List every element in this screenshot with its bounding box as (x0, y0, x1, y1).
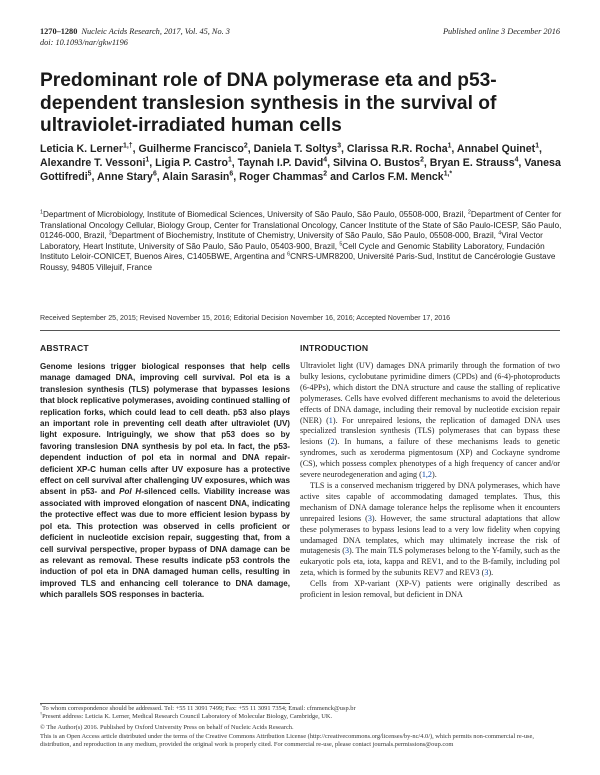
affiliation-mark: 5 (339, 241, 343, 248)
article-title: Predominant role of DNA polymerase eta and p53-dependent translesion synthesis in the survival of ultraviolet-irradiated human cells (40, 70, 497, 137)
running-header-left (40, 27, 230, 48)
abstract-text: Genome lesions trigger biological responses that help cells manage damaged DNA, improving cell survival. Pol eta is a translesion synthesis (TLS) polymerase that bypasses lesions that block replicative polymerases, avoiding continued stalling of replication forks, which could lead to cell death. p53 also plays an important role in preventing cell death after ultraviolet (UV) light exposure. Intriguingly, we show that p53 does so by favoring translesion DNA synthesis by pol eta. In fact, the p53-dependent induction of pol eta in normal and DNA repair-deficient XP-C human cells after UV exposure has a protective effect on cell survival after challenging UV exposures, which was absent in p53- and Pol H-silenced cells. Viability increase was associated with improved elongation of nascent DNA, indicating the protective effect was due to more efficient lesion bypass by pol eta. This protection was observed in cells proficient or deficient in nucleotide excision repair, suggesting that, from a cell survival perspective, proper bypass of DNA damage can be as relevant as removal. These results indicate p53 controls the induction of pol eta in DNA damaged human cells, resulting in improved TLS and enhancing cell tolerance to DNA damage, which parallels SOS responses in bacteria. (40, 362, 290, 600)
divider (40, 330, 560, 331)
author-name: Carlos F.M. Menck (351, 171, 444, 183)
author-affiliation-mark: 1,† (123, 142, 133, 150)
reference-citation-link[interactable]: 3 (367, 513, 372, 523)
author-affiliation-mark: 1 (535, 142, 540, 150)
journal-citation: Nucleic Acids Research, 2017, Vol. 45, No. 3 (81, 27, 230, 36)
copyright-note: © The Author(s) 2016. Published by Oxford University Press on behalf of Nucleic Acids Research. (40, 724, 294, 732)
affiliation-text: Department of Center for Translational Oncology Cellular, Biology Group, Center for Translational Oncology, Cancer Institute of the State of São Paulo-ICESP, São Paulo, 01246-000, Brazil, (40, 210, 562, 241)
author-affiliation-mark: 1 (227, 156, 232, 164)
introduction-section (300, 343, 560, 601)
author-name: Vanesa Gottifredi (40, 157, 561, 183)
affiliation-mark: 2 (467, 209, 471, 216)
author-affiliation-mark: 4 (323, 156, 328, 164)
abstract-section (40, 343, 290, 601)
correspondence-note: *To whom correspondence should be addressed. Tel: +55 11 3091 7499; Fax: +55 11 3091 7354; Email: cfmmenck@usp.br (40, 702, 356, 712)
intro-paragraph-2: TLS is a conserved mechanism triggered by DNA polymerases, which have active sites capable of accommodating damaged templates. Thus, this mechanism of DNA damage tolerance helps the replisome when it encounters unrepaired lesions (3). However, the same structural adaptations that allow these polymerases to bypass lesions lead to a very low fidelity when copying undamaged DNA templates, which may ultimately increase the risk of mutagenesis (3). The main TLS polymerases belong to the Y-family, such as the eukaryotic pols eta, iota, kappa and REV1, and to the B-family, including pol zeta, which is formed by the subunits REV7 and REV3 (3). (300, 480, 560, 578)
author-name: Taynah I.P. David (237, 157, 324, 169)
affiliation-text: Cell Cycle and Genomic Stability Laboratory, Fundación Instituto Leloir-CONICET, Buenos Aires, C1405BWE, Argentina and (40, 241, 545, 262)
reference-citation-link[interactable]: 3 (344, 546, 349, 556)
author-affiliation-mark: 6 (229, 170, 234, 178)
author-affiliation-mark: 5 (87, 170, 92, 178)
affiliation-mark: 6 (287, 251, 291, 258)
present-address-note: †Present address: Leticia K. Lerner, Medical Research Council Laboratory of Molecular Biology, Cambridge, UK. (40, 711, 333, 721)
affiliation-mark: 3 (108, 230, 112, 237)
reference-citation-link[interactable]: 1,2 (421, 470, 432, 480)
author-name: Bryan E. Strauss (429, 157, 515, 169)
reference-citation-link[interactable]: 2 (330, 437, 335, 447)
author-affiliation-mark: 1,* (443, 170, 453, 178)
affiliation-mark: 1 (40, 209, 43, 216)
doi[interactable]: doi: 10.1093/nar/gkw1196 (40, 37, 128, 47)
reference-citation-link[interactable]: 1 (328, 415, 333, 425)
affiliations (40, 210, 565, 274)
affiliation-text: Viral Vector Laboratory, Heart Institute, University of São Paulo, São Paulo, 05403-900, Brazil, (40, 231, 543, 251)
author-affiliation-mark: 2 (323, 170, 328, 178)
author-name: Annabel Quinet (456, 143, 536, 155)
intro-paragraph-1: Ultraviolet light (UV) damages DNA primarily through the formation of two bulky lesions, cyclobutane pyrimidine dimers (CPDs) and (6-4)-photoproducts (6-4PPs), which distort the DNA structure and cause the stalling of replicative polymerases. Cells have evolved different mechanisms to avoid the deleterious effects of DNA damage, including their removal by nucleotide excision repair (NER) (1). For unrepaired lesions, the replication of damaged DNA uses specialized translesion synthesis (TLS) polymerases that can bypass these lesions (2). In humans, a failure of these mechanisms leads to genetic syndromes, such as xeroderma pigmentosum (XP) and Cockayne syndrome (CS), which possess complex phenotypes of a high frequency of cancer and/or severe neurodegeneration and aging (1,2). (300, 361, 560, 480)
author-name: Anne Stary (97, 171, 153, 183)
author-affiliation-mark: 3 (337, 142, 342, 150)
author-name: Silvina O. Bustos (332, 157, 421, 169)
received-dates: Received September 25, 2015; Revised November 15, 2016; Editorial Decision November 16, 2016; Accepted November 17, 2016 (40, 314, 451, 322)
author-name: Clarissa R.R. Rocha (346, 143, 448, 155)
author-name: Alain Sarasin (162, 171, 230, 183)
affiliation-text: Department of Biochemistry, Institute of Chemistry, University of São Paulo, São Paulo, 05508-000, Brazil, (111, 231, 499, 241)
affiliation-text: CNRS-UMR8200, Université Paris-Sud, Institut de Cancérologie Gustave Roussy, 94805 Villejuif, France (40, 252, 556, 272)
author-affiliation-mark: 1 (145, 156, 150, 164)
introduction-heading: INTRODUCTION (300, 343, 369, 353)
author-affiliation-mark: 4 (514, 156, 519, 164)
author-name: Alexandre T. Vessoni (40, 157, 146, 169)
author-affiliation-mark: 2 (420, 156, 424, 164)
reference-citation-link[interactable]: 3 (484, 568, 489, 578)
author-affiliation-mark: 6 (152, 170, 157, 178)
license-note: This is an Open Access article distributed under the terms of the Creative Commons Attribution License (http://creativecommons.org/licenses/by-nc/4.0/), which permits non-commercial re-use, distribution, and reproduction in any medium, provided the original work is properly cited. For commercial re-use, please contact journals.permissions@oup.com (40, 732, 534, 749)
author-affiliation-mark: 2 (243, 142, 248, 150)
affiliation-mark: 4 (498, 230, 502, 237)
author-name: Roger Chammas (239, 171, 324, 183)
affiliation-text: Department of Microbiology, Institute of Biomedical Sciences, University of São Paulo, São Paulo, 05508-000, Brazil, (42, 210, 468, 219)
footnote-divider (40, 703, 290, 704)
author-name: Leticia K. Lerner (40, 143, 124, 155)
page-range: 1270–1280 (40, 27, 78, 36)
abstract-heading: ABSTRACT (40, 343, 89, 353)
author-list: Leticia K. Lerner$^{1,\dagger}$, Guilherme Francisco$^2$, Daniela T. Soltys$^3$, Clarissa R.R. Rocha$^1$, Annabel Quinet$^1$, Alexandre T. Vessoni$^1$, Ligia P. Castro$^1$, Taynah I.P. David$^4$, Silvina O. Bustos$^2$, Bryan E. Strauss$^4$, Vanesa Gottifredi$^5$, Anne Stary$^6$, Alain Sarasin$^6$, Roger Chammas$^2$ and Carlos F.M. Menck$^{1,*}$ (40, 142, 561, 183)
author-name: Daniela T. Soltys (253, 143, 338, 155)
published-date: Published online 3 December 2016 (442, 27, 560, 36)
author-name: Ligia P. Castro (155, 157, 228, 169)
footnotes (40, 702, 560, 750)
author-affiliation-mark: 1 (447, 142, 452, 150)
intro-paragraph-3: Cells from XP-variant (XP-V) patients were originally described as proficient in lesion removal, but deficient in DNA (300, 579, 560, 600)
author-name: Guilherme Francisco (138, 143, 244, 155)
